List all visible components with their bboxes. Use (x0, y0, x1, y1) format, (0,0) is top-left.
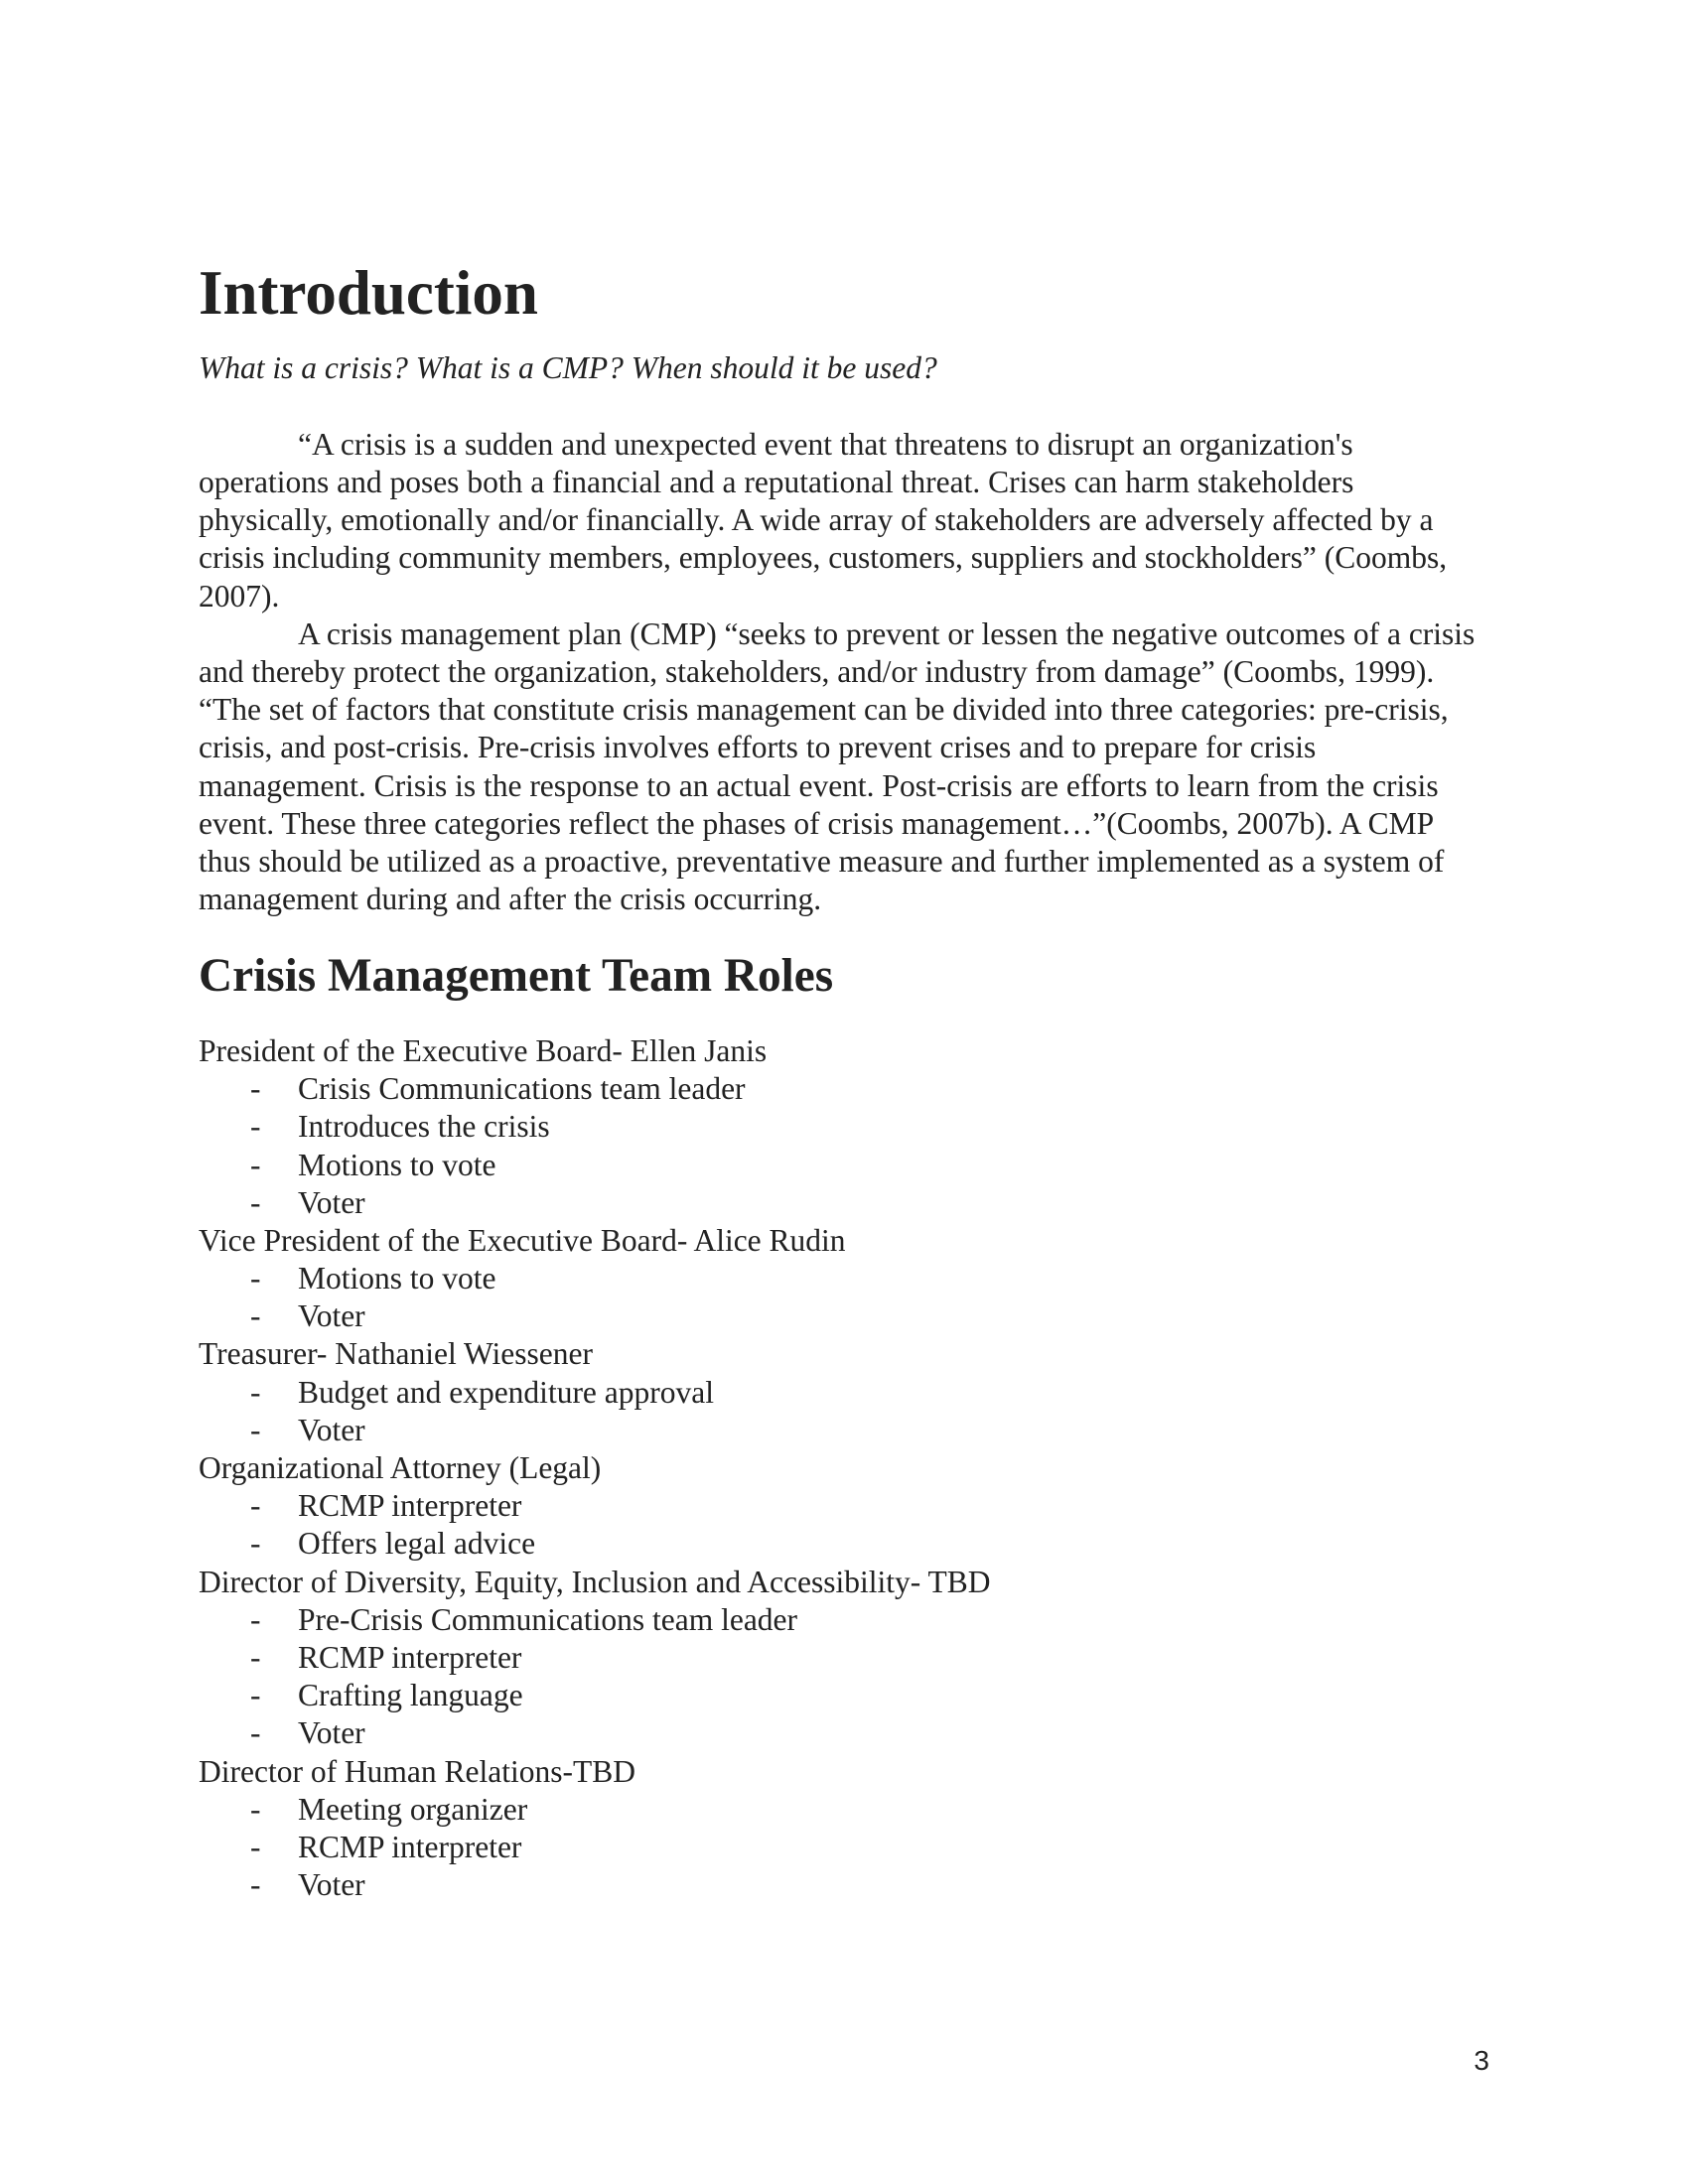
dash-bullet: - (250, 1829, 261, 1864)
role-director-hr (199, 1753, 1489, 1905)
duty-text: Voter (298, 1184, 365, 1220)
dash-bullet: - (250, 1601, 261, 1637)
duty-item (199, 1260, 1489, 1297)
role-attorney (199, 1449, 1489, 1564)
duty-list (199, 1260, 1489, 1335)
duty-text: Voter (298, 1715, 365, 1751)
duty-item (199, 1487, 1489, 1525)
role-president (199, 1032, 1489, 1222)
duty-text: Introduces the crisis (298, 1109, 550, 1145)
duty-text: Voter (298, 1867, 365, 1903)
dash-bullet: - (250, 1298, 261, 1334)
duty-list (199, 1070, 1489, 1222)
duty-item (199, 1297, 1489, 1335)
duty-text: Voter (298, 1412, 365, 1447)
duty-list (199, 1374, 1489, 1449)
role-vice-president (199, 1222, 1489, 1336)
team-roles-heading: Crisis Management Team Roles (199, 949, 834, 1002)
duty-item (199, 1070, 1489, 1108)
duty-text: RCMP interpreter (298, 1829, 522, 1864)
dash-bullet: - (250, 1184, 261, 1220)
dash-bullet: - (250, 1374, 261, 1410)
dash-bullet: - (250, 1526, 261, 1562)
role-title: President of the Executive Board- Ellen Janis (199, 1032, 768, 1068)
duty-item (199, 1639, 1489, 1677)
duty-text: Budget and expenditure approval (298, 1374, 714, 1410)
introduction-question: What is a crisis? What is a CMP? When should it be used? (199, 350, 937, 386)
duty-text: Crisis Communications team leader (298, 1071, 746, 1107)
dash-bullet: - (250, 1412, 261, 1447)
dash-bullet: - (250, 1678, 261, 1713)
duty-item (199, 1601, 1489, 1639)
dash-bullet: - (250, 1261, 261, 1297)
duty-item (199, 1714, 1489, 1752)
duty-text: Offers legal advice (298, 1526, 536, 1562)
crisis-definition-paragraph: “A crisis is a sudden and unexpected event that threatens to disrupt an organization's operations and poses both a financial and a reputational threat. Crises can harm stakeholders physically, emotionally and/or financially. A wide array of stakeholders are adversely affected by a crisis including community members, employees, customers, suppliers and stockholders” (Coombs, 2007). (199, 426, 1448, 614)
dash-bullet: - (250, 1147, 261, 1182)
duty-item (199, 1829, 1489, 1866)
role-title: Treasurer- Nathaniel Wiessener (199, 1336, 593, 1372)
dash-bullet: - (250, 1639, 261, 1675)
duty-item (199, 1677, 1489, 1714)
duty-text: Pre-Crisis Communications team leader (298, 1601, 798, 1637)
duty-text: Motions to vote (298, 1147, 496, 1182)
role-title: Director of Diversity, Equity, Inclusion and Accessibility- TBD (199, 1564, 991, 1599)
duty-item (199, 1866, 1489, 1904)
duty-text: Meeting organizer (298, 1791, 528, 1827)
dash-bullet: - (250, 1488, 261, 1524)
duty-item (199, 1412, 1489, 1449)
role-title: Organizational Attorney (Legal) (199, 1450, 602, 1486)
duty-text: RCMP interpreter (298, 1488, 522, 1524)
duty-item (199, 1184, 1489, 1222)
role-title: Director of Human Relations-TBD (199, 1753, 636, 1789)
duty-item (199, 1525, 1489, 1563)
page-number: 3 (1474, 2045, 1489, 2076)
cmp-definition-paragraph: A crisis management plan (CMP) “seeks to prevent or lessen the negative outcomes of a crisis and thereby protect the organization, stakeholders, and/or industry from damage” (Coombs, 1999). “The set of factors that constitute crisis management can be divided into three categories: pre-crisis, crisis, and post-crisis. Pre-crisis involves efforts to prevent crises and to prepare for crisis management. Crisis is the response to an actual event. Post-crisis are efforts to learn from the crisis event. These three categories reflect the phases of crisis management…”(Coombs, 2007b). A CMP thus should be utilized as a proactive, preventative measure and further implemented as a system of management during and after the crisis occurring. (199, 615, 1476, 917)
dash-bullet: - (250, 1071, 261, 1107)
role-treasurer (199, 1335, 1489, 1449)
duty-text: RCMP interpreter (298, 1639, 522, 1675)
duty-list (199, 1791, 1489, 1905)
roles-list (199, 1032, 1489, 1904)
introduction-heading: Introduction (199, 258, 538, 328)
duty-text: Motions to vote (298, 1261, 496, 1297)
role-title: Vice President of the Executive Board- Alice Rudin (199, 1222, 846, 1258)
dash-bullet: - (250, 1791, 261, 1827)
dash-bullet: - (250, 1715, 261, 1751)
document-page (199, 258, 1489, 1904)
duty-list (199, 1487, 1489, 1563)
duty-list (199, 1601, 1489, 1753)
role-director-deia (199, 1564, 1489, 1753)
duty-item (199, 1791, 1489, 1829)
dash-bullet: - (250, 1867, 261, 1903)
duty-item (199, 1374, 1489, 1412)
dash-bullet: - (250, 1109, 261, 1145)
duty-item (199, 1147, 1489, 1184)
duty-item (199, 1108, 1489, 1146)
duty-text: Voter (298, 1298, 365, 1334)
duty-text: Crafting language (298, 1678, 523, 1713)
